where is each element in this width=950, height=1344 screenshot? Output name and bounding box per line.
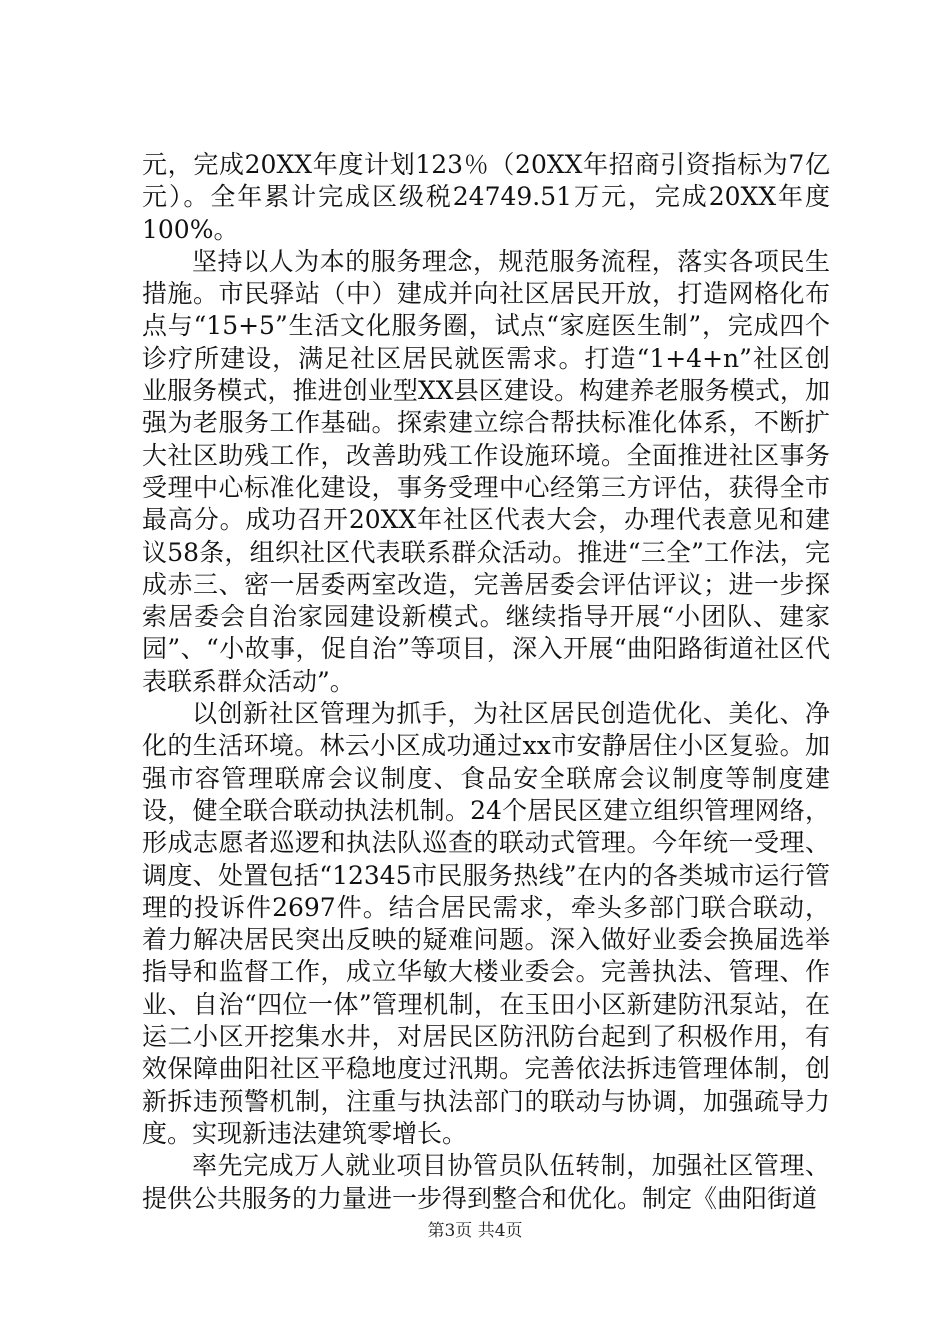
page-number-footer: 第3页 共4页	[427, 1221, 523, 1241]
paragraph-livelihood-services: 坚持以人为本的服务理念，规范服务流程，落实各项民生措施。市民驿站（中）建成并向社区居民开放，打造网格化布点与“15+5”生活文化服务圈，试点“家庭医生制”，完成四个诊疗所建设，满足社区居民就医需求。打造“1+4+n”社区创业服务模式，推进创业型XX县区建设。构建养老服务模式，加强为老服务工作基础。探索建立综合帮扶标准化体系，不断扩大社区助残工作，改善助残工作设施环境。全面推进社区事务受理中心标准化建设，事务受理中心经第三方评估，获得全市最高分。成功召开20XX年社区代表大会，办理代表意见和建议58条，组织社区代表联系群众活动。推进“三全”工作法，完成赤三、密一居委两室改造，完善居委会评估评议；进一步探索居委会自治家园建设新模式。继续指导开展“小团队、建家园”、“小故事，促自治”等项目，深入开展“曲阳路街道社区代表联系群众活动”。	[142, 246, 830, 696]
paragraph-community-management: 以创新社区管理为抓手，为社区居民创造优化、美化、净化的生活环境。林云小区成功通过xx市安静居住小区复验。加强市容管理联席会议制度、食品安全联席会议制度等制度建设，健全联合联动执法机制。24个居民区建立组织管理网络，形成志愿者巡逻和执法队巡查的联动式管理。今年统一受理、调度、处置包括“12345市民服务热线”在内的各类城市运行管理的投诉件2697件。结合居民需求，牵头多部门联合联动，着力解决居民突出反映的疑难问题。深入做好业委会换届选举指导和监督工作，成立华敏大楼业委会。完善执法、管理、作业、自治“四位一体”管理机制，在玉田小区新建防汛泵站，在运二小区开挖集水井，对居民区防汛防台起到了积极作用，有效保障曲阳社区平稳地度过汛期。完善依法拆违管理体制，创新拆违预警机制，注重与执法部门的联动与协调，加强疏导力度。实现新违法建筑零增长。	[142, 699, 830, 1148]
paragraph-continuation: 元，完成20XX年度计划123％（20XX年招商引资指标为7亿元）。全年累计完成区级税24749.51万元，完成20XX年度100%。	[142, 150, 830, 244]
document-body	[142, 149, 830, 1215]
paragraph-employment-transfer: 率先完成万人就业项目协管员队伍转制，加强社区管理、提供公共服务的力量进一步得到整合和优化。制定《曲阳街道	[142, 1151, 830, 1213]
